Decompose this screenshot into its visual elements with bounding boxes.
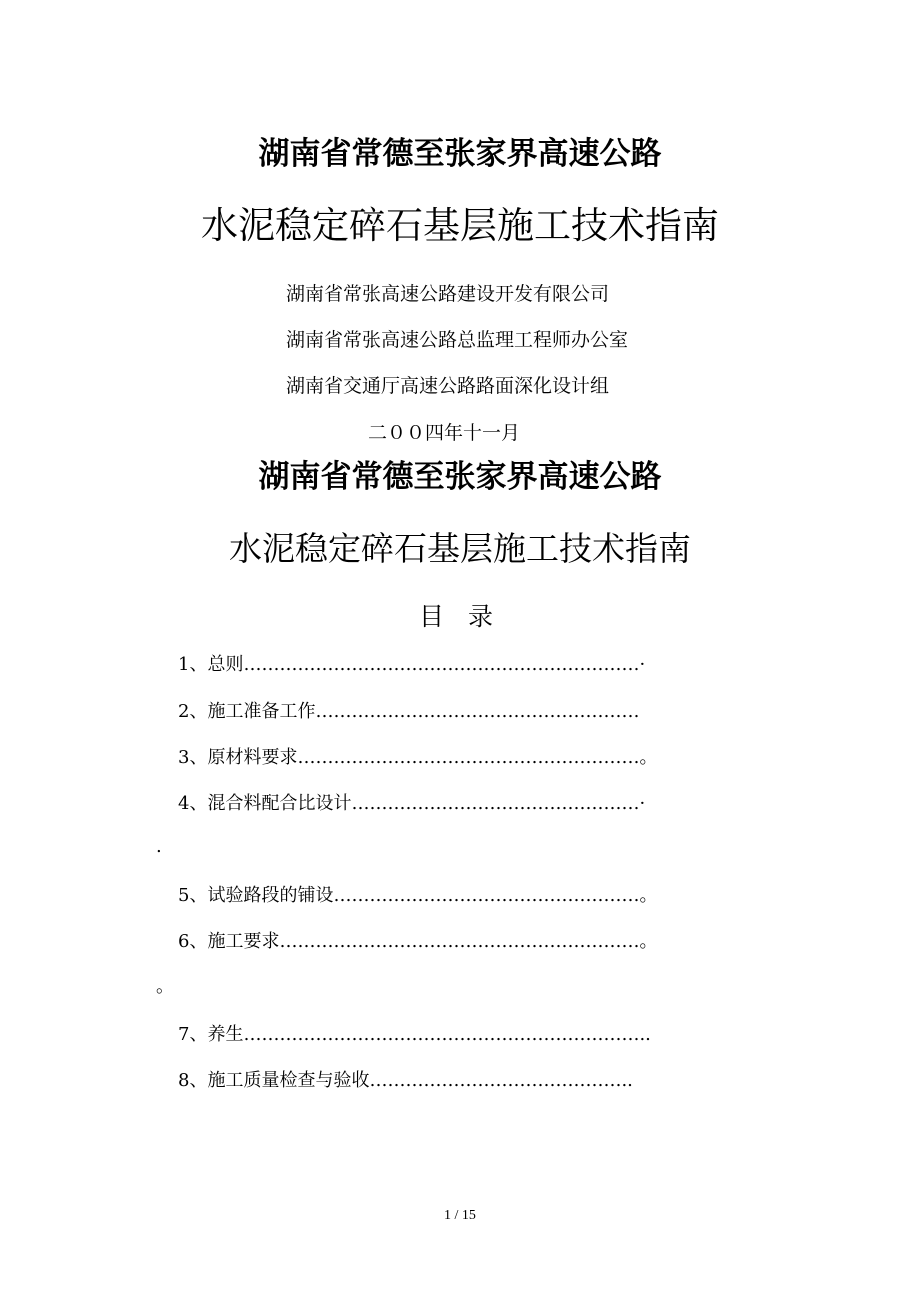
toc-heading: 目 录: [419, 602, 501, 631]
cover-title-line1: 湖南省常德至张家界高速公路: [258, 136, 662, 172]
toc-item: 8、施工质量检查与验收……………………………………..: [178, 1070, 633, 1091]
stray-mark: 。: [156, 976, 174, 997]
page-number: 1 / 15: [444, 1208, 476, 1223]
toc-item: 5、试验路段的铺设……………………………………………。: [178, 885, 658, 906]
toc-item: 6、施工要求……………………………………………………。: [178, 931, 658, 952]
cover-date: 二００四年十一月: [368, 422, 521, 444]
stray-mark: .: [156, 836, 162, 857]
toc-item: 7、养生…………………………………………………………..: [178, 1024, 651, 1045]
second-title-line2: 水泥稳定碎石基层施工技术指南: [229, 529, 691, 568]
cover-title-line2: 水泥稳定碎石基层施工技术指南: [201, 204, 719, 247]
second-title-line1: 湖南省常德至张家界高速公路: [258, 459, 662, 495]
organization-2: 湖南省常张高速公路总监理工程师办公室: [286, 329, 629, 351]
organization-3: 湖南省交通厅高速公路路面深化设计组: [286, 375, 610, 397]
organization-1: 湖南省常张高速公路建设开发有限公司: [286, 283, 610, 305]
toc-item: 2、施工准备工作………………………………………………: [178, 701, 640, 722]
toc-item: 1、总则…………………………………………………………·: [178, 654, 646, 675]
toc-item: 3、原材料要求…………………………………………………。: [178, 747, 658, 768]
toc-item: 4、混合料配合比设计…………………………………………·: [178, 793, 646, 814]
